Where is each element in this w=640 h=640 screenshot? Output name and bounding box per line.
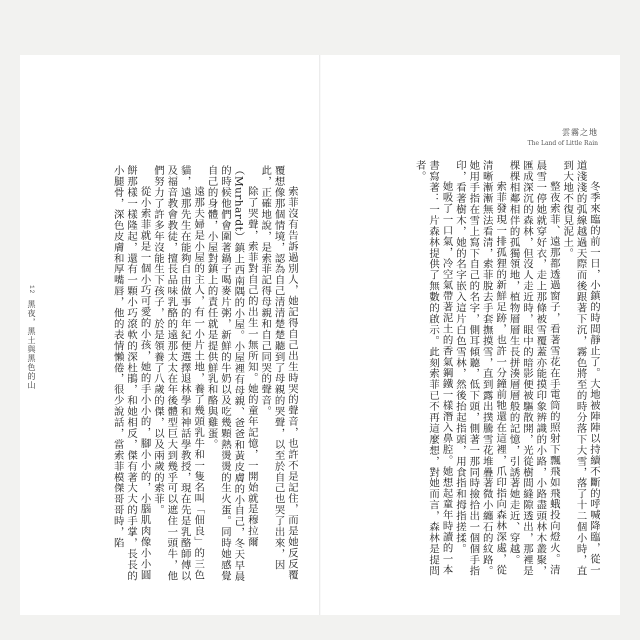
paragraph: 索菲沒有告訴過別人，她記得自己出生時哭的聲音，也許不是記住，而是她反反覆覆想像那個情境，認為自己清清楚楚聽到了母親的哭聲，以至於自己也哭了出來，因此，正確地說，是索菲記得母親和自己同哭的聲音。 [259,165,298,580]
header-title: 雲霧之地 [562,128,598,137]
footer-title: 黑夜，黑土與黑色的山 [27,300,36,391]
header-subtitle: The Land of Little Rain [527,140,598,147]
book-spread [20,55,620,615]
page-number: 12 [28,285,35,295]
right-page [322,55,620,615]
running-footer [26,285,37,390]
paragraph: 冬季來臨的前一日，小鎮的時間靜止了。大地被陣陣以持續不斷的呼喊降臨，從一道淺淺的弧線越過天際而後跟著下沉，霧色將至的時分落下大雪，落了十二個小時，直到大地不復見泥土。 [561,160,600,577]
paragraph: 除了哭聲，索菲對自己的出生一無所知。她的童年記憶，一開始就是穆拉爾（Murhardt）鎮上西南隅的小屋。小屋裡有母親、爸爸和黃皮膚的小自己，冬天早晨的時候他們會圍著鍋子喝麥片粥，新鮮的牛奶以及吃幾顆熱燙燙的生火蛋。同時她感覺自己的身體，小屋對鎮上的責任就是提供鮮乳和酪與雞蛋。 [205,165,258,582]
paragraph: 索菲發現一排孤狸的新鮮足跡，也許一分鐘前牠還在這裡，爪印指向森林深處，從清晰漸漸無法看清，索菲脫去手套撫摸雪，直到露出撲騰雪花堆疊著微小纏石的紋路。她用手指在雪上寫下自己的名字，側耳傾聽，低下頭，側著一那同時撿拾出一個個手指印，看著樹木，她的名字嵌入這片白色雪林，然後抬起指頭，用食指和拇指搓揉。 [453,160,507,577]
left-page-body [32,165,298,585]
left-page [20,55,318,615]
paragraph: 遠那夫婦是小屋的主人，有一小片土地，養了幾頭乳牛和一隻名叫「佃良」的三色貓，遠那先生在能夠自由做事的年紀便選擇退林學和神話學教授，現在先是乳酪師傅以及福音教會教徒，擅長品味乳酪的遠那太太在年後體型巨大到幾乎可以遮住一頭牛，他們努力了許多年沒能生下孩子，於是領養了八歲的傑，以及兩歲的索菲。 [151,165,205,582]
gutter [319,55,321,615]
running-header [528,127,598,147]
paragraph: 從小索菲就是一個小巧可愛的小孩，她的手小小的，腳小小的，小腦肌肉像小小圓餅那樣一樣隆起，還有一顆小巧滾軟的深杜鵑，和她相反，傑有著大大的手掌，長長的小腿骨，深色皮膚和厚嘴唇，他的表情懶倦，很少說話，當索菲模傑哥哥時，陷 [111,165,151,582]
paragraph: 她吸了一口氣，冷空氣帶著泥土的香氣鋼鐵一樣潛入鼻腔。她想起童年時讀的一本書寫著：一片森林提供了無數的啟示。此刻索菲已不再這麼想，對她而言，森林是提問者。 [413,160,453,577]
right-page-body [330,160,600,580]
paragraph: 整夜索菲、遠那都透過窗子，看著雪花在手電筒的照射下飄飛如飛蛾投向燈火。清晨雪一停她就穿好衣，走上那條被雪覆蓋亦能摸印象辨識的小路，小路盡頭林木叢聚，匯成深沉的森林，但沒人走近時，眼中的暗影便被驅散開，光從樹間縫隙透出，那裡是棵棵相鄰相伴的孤獨領地，植物層層生長拼湊層層般的記憶，引誘著她走近、穿越。 [507,160,560,577]
